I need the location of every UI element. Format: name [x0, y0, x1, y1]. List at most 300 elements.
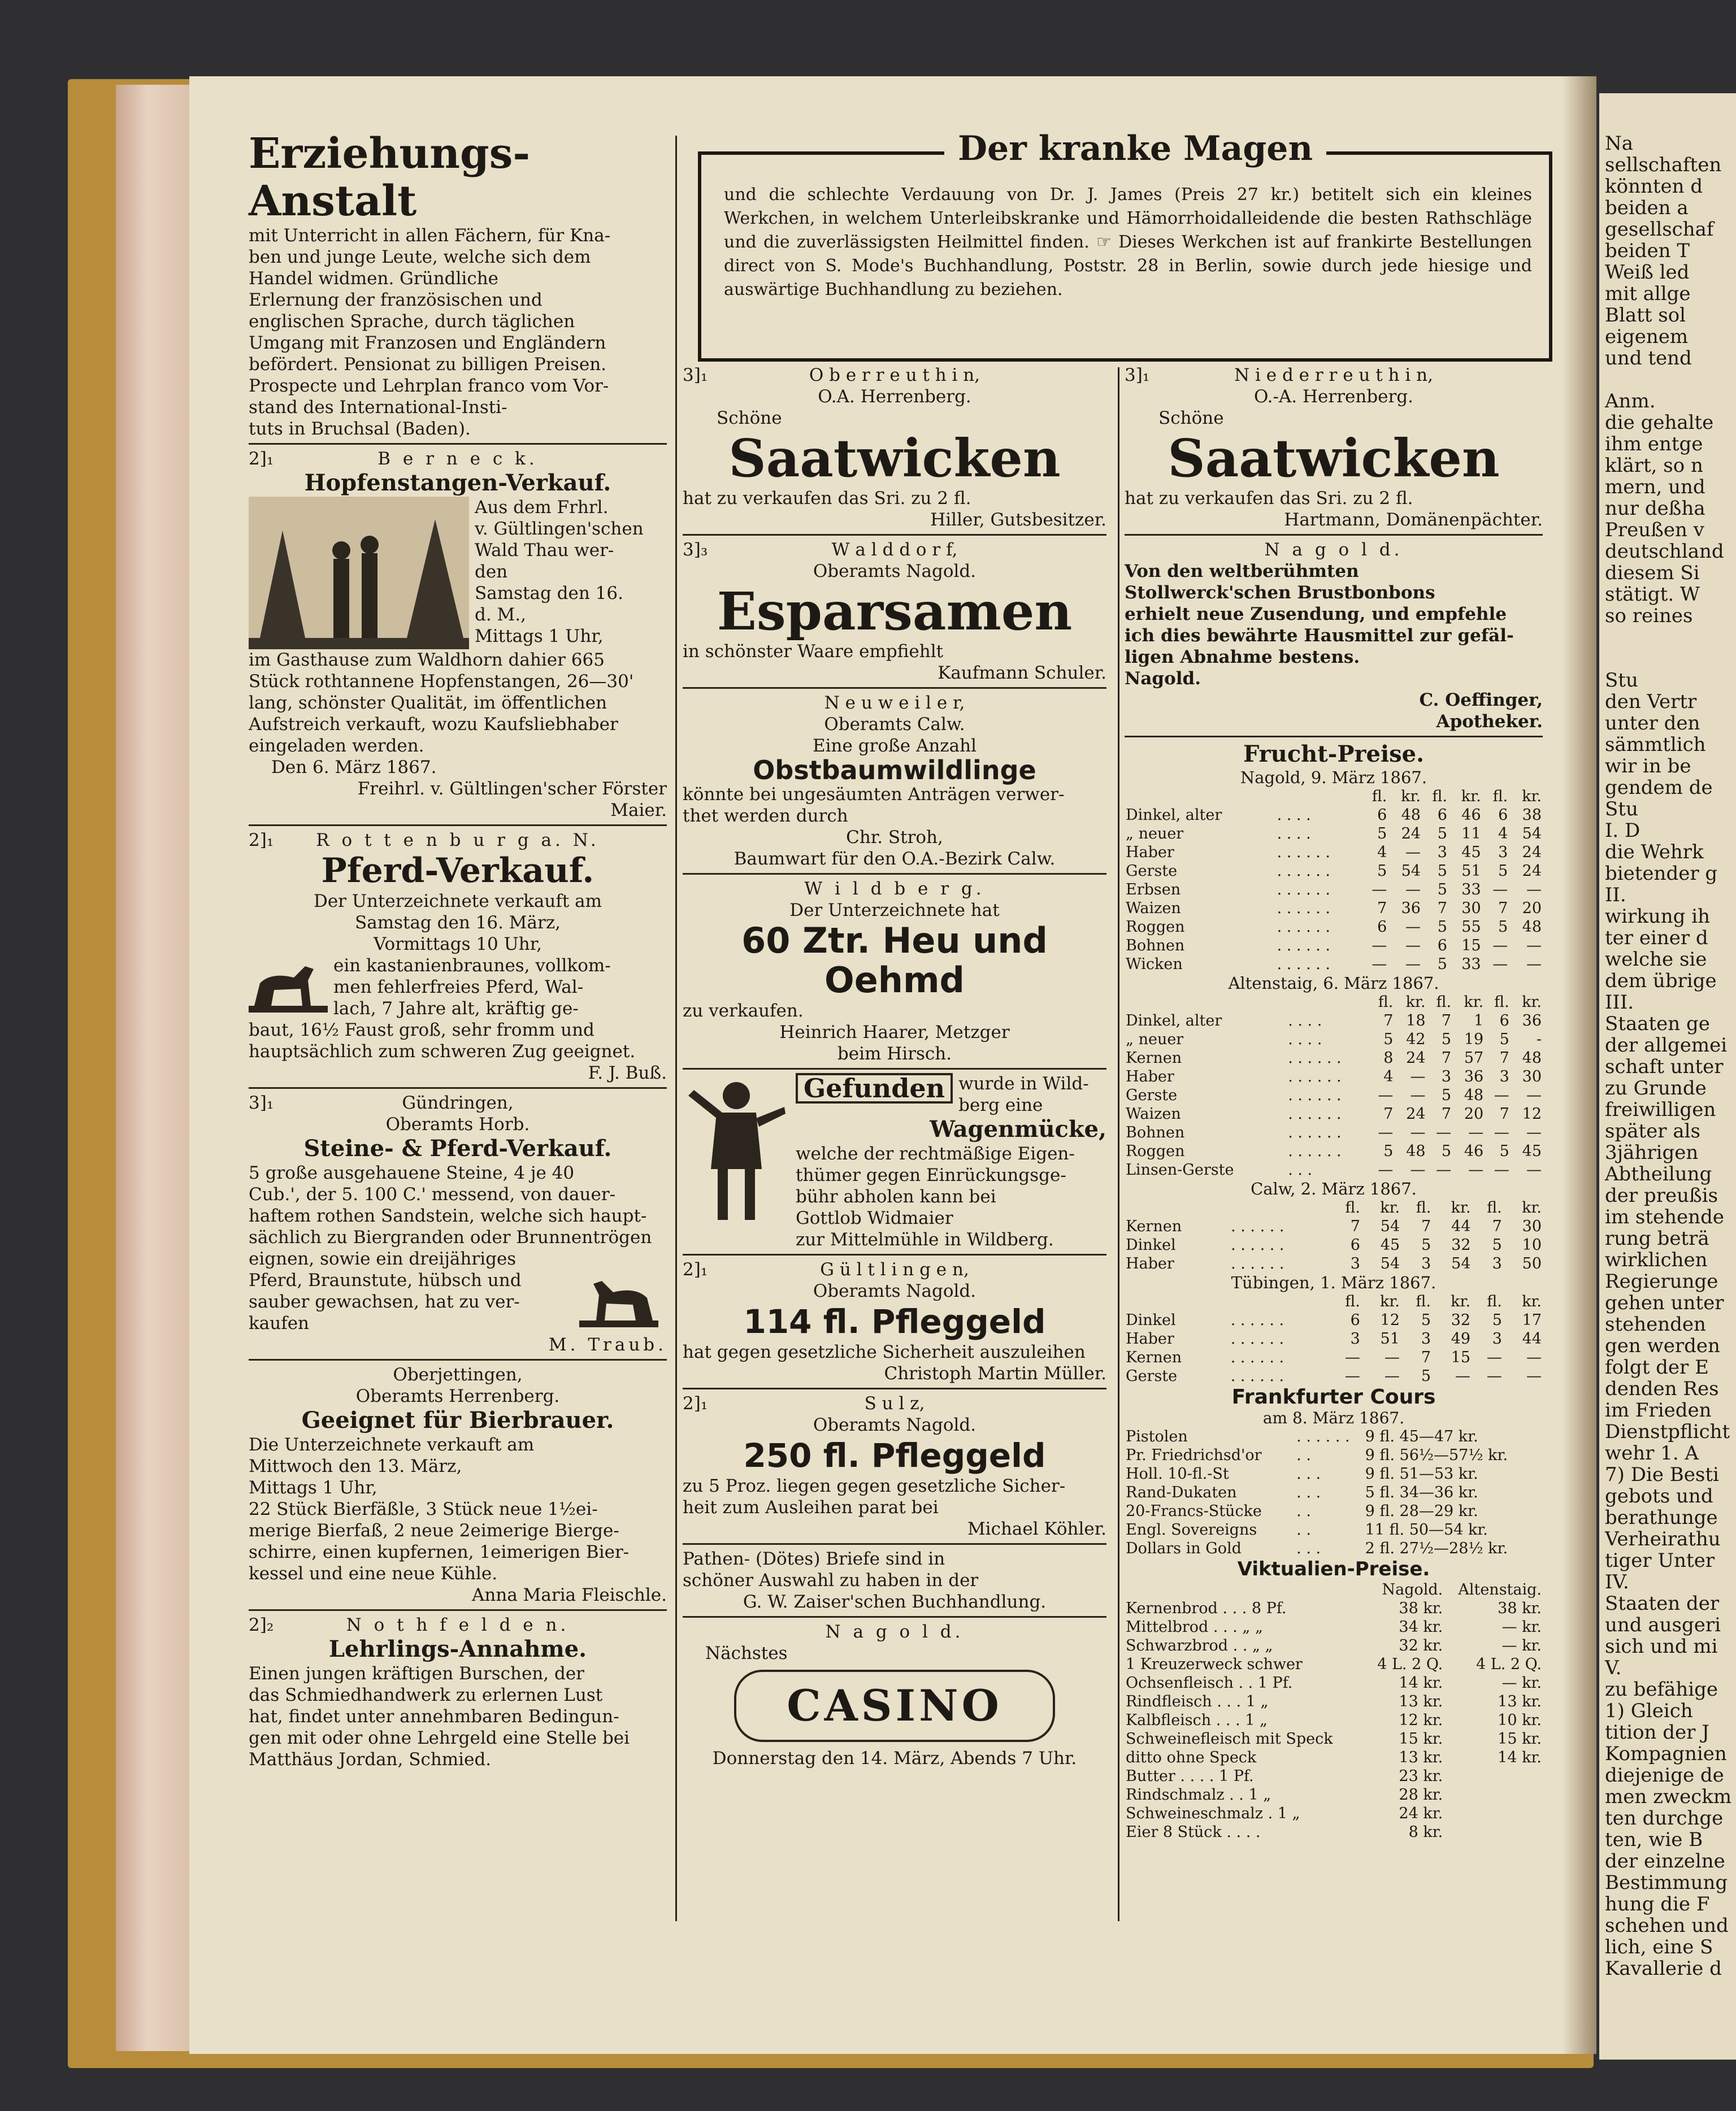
casino-banner: CASINO	[734, 1670, 1055, 1742]
ad-gueltlingen	[683, 1259, 1106, 1384]
item: 1 Kreuzerweck schwer	[1126, 1656, 1303, 1673]
right-page-line: Stu	[1605, 669, 1638, 692]
table-row	[1125, 1254, 1543, 1273]
place	[683, 1393, 1106, 1436]
leader-dots: . . . . . .	[1277, 862, 1330, 880]
text-line: gen mit oder ohne Lehrgeld eine Stelle bei	[249, 1728, 630, 1748]
commodity: Bohnen	[1126, 937, 1185, 954]
side-text	[475, 497, 667, 649]
text-line: Oberamts Calw.	[824, 714, 965, 735]
right-page-line: denden Res	[1605, 1378, 1719, 1400]
price-cell: 11	[1461, 825, 1481, 842]
table-row	[1125, 1311, 1543, 1330]
right-page-line: gendem de	[1605, 776, 1713, 799]
table-row	[1125, 918, 1543, 936]
place	[683, 364, 1106, 407]
price-cell: 54	[1451, 1255, 1471, 1272]
right-page-line: Dienstpflicht	[1605, 1421, 1730, 1443]
table-row	[1125, 1067, 1543, 1086]
unit-label: fl.	[1432, 788, 1447, 805]
price-cell: 7	[1498, 900, 1508, 917]
price-cell: 7	[1350, 1218, 1360, 1235]
rate: 5 fl. 34—36 kr.	[1365, 1484, 1478, 1501]
text-line: Stück rothtannene Hopfenstangen, 26—30'	[249, 671, 634, 692]
ad-berneck	[249, 448, 667, 821]
price-cell: 18	[1406, 1012, 1426, 1030]
price-cell: —	[1344, 1367, 1360, 1385]
text-line: Gottlob Widmaier	[796, 1208, 953, 1228]
leader-dots: . . . . . .	[1277, 844, 1330, 861]
price-cell: —	[1526, 1349, 1542, 1366]
body-text-2	[249, 1019, 667, 1062]
text-line: haftem rothen Sandstein, welche sich haupt-	[249, 1206, 647, 1226]
right-page-line: ten, wie B	[1605, 1828, 1703, 1851]
price-cell: 19	[1464, 1031, 1484, 1048]
price-cell: 5	[1492, 1311, 1502, 1329]
commodity: Dinkel, alter	[1126, 806, 1222, 824]
commodity: Kernen	[1126, 1049, 1182, 1067]
headline: Saatwicken	[728, 428, 1061, 489]
headline: Esparsamen	[717, 581, 1073, 642]
leader-dots: . . . . . .	[1277, 918, 1330, 936]
price-cell: 20	[1464, 1105, 1484, 1123]
right-page-line: Staaten ge	[1605, 1013, 1710, 1035]
commodity: „ neuer	[1126, 825, 1184, 842]
price-cell: 32	[1451, 1311, 1471, 1329]
text-line: Handel widmen. Gründliche	[249, 268, 499, 289]
price-cell: 6	[1377, 918, 1387, 936]
right-page-line: mit allge	[1605, 283, 1691, 305]
commodity: Roggen	[1126, 918, 1185, 936]
text-line: berg eine	[958, 1095, 1043, 1115]
right-page-line: freiwilligen	[1605, 1098, 1716, 1121]
rule	[249, 1609, 667, 1611]
table-row	[1125, 1142, 1543, 1161]
price-cell: 55	[1461, 918, 1481, 936]
price-cell: —	[1526, 937, 1542, 954]
price-cell: 13 kr.	[1399, 1693, 1443, 1710]
body-text: Donnerstag den 14. März, Abends 7 Uhr.	[712, 1748, 1077, 1769]
text-line: thümer gegen Einrückungsge-	[796, 1165, 1066, 1185]
unit-label: kr.	[1451, 1293, 1471, 1310]
price-cell: —	[1405, 918, 1421, 936]
right-page-line: Bestimmung	[1605, 1871, 1728, 1894]
viktualien-table	[1125, 1580, 1543, 1841]
right-page-line: unter den	[1605, 712, 1700, 735]
right-page-line: gebots und	[1605, 1485, 1713, 1508]
text-line: Wald Thau wer-	[475, 540, 614, 561]
price-cell: —	[1494, 1087, 1509, 1104]
price-cell: 5	[1437, 918, 1447, 936]
pre-text: Der Unterzeichnete hat	[789, 900, 1000, 920]
body-text	[249, 1434, 667, 1584]
unit-label: fl.	[1492, 788, 1508, 805]
table-row	[1125, 1011, 1543, 1030]
table-row	[1125, 1539, 1543, 1558]
price-cell: 24	[1522, 844, 1542, 861]
unit-label: kr.	[1522, 1199, 1542, 1217]
price-cell: 49	[1451, 1330, 1471, 1348]
table-row	[1125, 1767, 1543, 1786]
table-row	[1125, 936, 1543, 955]
price-cell: 6	[1437, 937, 1447, 954]
price-cell: 48	[1401, 806, 1421, 824]
viktualien-preise	[1125, 1558, 1543, 1841]
price-cell: —	[1492, 937, 1508, 954]
unit-label: fl.	[1372, 788, 1387, 805]
price-cell: 45	[1461, 844, 1481, 861]
commodity: Gerste	[1126, 1087, 1178, 1104]
right-page-line: im stehende	[1605, 1206, 1724, 1228]
commodity: Bohnen	[1126, 1124, 1185, 1141]
text-line: ben und junge Leute, welche sich dem	[249, 247, 591, 267]
price-cell: —	[1494, 1124, 1509, 1141]
price-cell: —	[1384, 1349, 1400, 1366]
leader-dots: . . . . . .	[1277, 955, 1330, 973]
right-page-fragment	[1599, 93, 1736, 2060]
man-with-sign-icon	[683, 1073, 790, 1226]
right-page-line: so reines	[1605, 605, 1693, 627]
right-page-line: Anm.	[1605, 390, 1656, 412]
commodity: Linsen-Gerste	[1126, 1161, 1234, 1179]
signature	[683, 1022, 1106, 1065]
leader-dots: . . . . . .	[1231, 1255, 1284, 1272]
units-row	[1125, 1292, 1543, 1311]
text-line: bühr abholen kann bei	[796, 1187, 996, 1207]
leader-dots: . .	[1296, 1521, 1311, 1539]
text-line: schirre, einen kupfernen, 1eimerigen Bier-	[249, 1542, 630, 1562]
ad-casino	[683, 1621, 1106, 1769]
text-line: Maier.	[610, 800, 667, 820]
text-line: Oberamts Nagold.	[813, 1415, 976, 1435]
text-line: welche der rechtmäßige Eigen-	[796, 1144, 1075, 1164]
price-cell: 15 kr.	[1399, 1730, 1443, 1748]
leader-dots: . . .	[1288, 1161, 1313, 1179]
table-row	[1125, 1236, 1543, 1254]
ad-sulz	[683, 1393, 1106, 1540]
price-cell: —	[1526, 881, 1542, 898]
table-row	[1125, 1599, 1543, 1618]
unit-label: fl.	[1487, 1199, 1502, 1217]
right-page-line: der einzelne	[1605, 1850, 1725, 1873]
erziehungs-text	[249, 225, 667, 440]
price-cell: —	[1378, 1087, 1394, 1104]
price-cell: 5	[1377, 862, 1387, 880]
text-line: Oberamts Horb.	[385, 1114, 530, 1135]
place: N a g o l d.	[1264, 540, 1403, 560]
right-page-line: mern, und	[1605, 476, 1705, 498]
unit-label: fl.	[1416, 1293, 1431, 1310]
market-table	[1125, 787, 1543, 974]
text-line: 60 Ztr. Heu und	[741, 920, 1048, 961]
price-cell: 38 kr.	[1498, 1600, 1542, 1617]
item: ditto ohne Speck	[1126, 1749, 1257, 1766]
unit-label: fl.	[1494, 993, 1509, 1011]
price-cell: 57	[1464, 1049, 1484, 1067]
ad-gefunden	[683, 1073, 1106, 1250]
text-line: Pferd, Braunstute, hübsch und	[249, 1270, 522, 1291]
price-cell: 48	[1464, 1087, 1484, 1104]
right-page-line: folgt der E	[1605, 1356, 1709, 1379]
text-line: Nagold.	[1125, 668, 1201, 689]
text-line: hat, findet unter annehmbaren Bedingun-	[249, 1706, 619, 1727]
box-text: und die schlechte Verdauung von Dr. J. James (Preis 27 kr.) betitelt sich ein kleines Werkchen, in welchem Unterleibskranke und Hämorrhoidalleidende die besten Rathschläge und die zuverlässigsten Heilmittel finden. ☞ Dieses Werkchen ist auf frankirte Bestellungen direct von S. Mode's Buchhandlung, Poststr. 28 in Berlin, sowie durch jede hiesige und auswärtige Buchhandlung zu beziehen.	[724, 185, 1532, 299]
coin: Holl. 10-fl.-St	[1126, 1465, 1229, 1483]
text-line: schöner Auswahl zu haben in der	[683, 1570, 979, 1591]
table-row	[1125, 1030, 1543, 1049]
text-line: merige Bierfaß, 2 neue 2eimerige Bierge-	[249, 1521, 619, 1541]
price-cell: 5	[1421, 1367, 1431, 1385]
price-cell: 54	[1401, 862, 1421, 880]
leader-dots: . . . . . .	[1288, 1105, 1342, 1123]
cours-title: Frankfurter Cours	[1231, 1385, 1436, 1409]
text-line: Heinrich Haarer, Metzger	[779, 1022, 1010, 1043]
text-line: den	[475, 562, 508, 582]
leader-dots: . . . . . .	[1230, 1311, 1284, 1329]
text-line: 5 große ausgehauene Steine, 4 je 40	[249, 1163, 575, 1183]
ad-guendringen	[249, 1092, 667, 1356]
price-cell: 10	[1522, 1236, 1542, 1254]
price-cell: 3	[1499, 1068, 1509, 1085]
price-cell: 7	[1499, 1105, 1509, 1123]
cours-table	[1125, 1427, 1543, 1558]
place	[683, 692, 1106, 735]
item: Schweineschmalz . 1 „	[1126, 1805, 1300, 1822]
price-cell: 45	[1380, 1236, 1400, 1254]
body-text: hat zu verkaufen das Sri. zu 2 fl.	[1125, 488, 1413, 509]
right-page-line: zu befähige	[1605, 1678, 1718, 1701]
side-text	[249, 1270, 565, 1334]
text-line: Oberamts Nagold.	[813, 1281, 976, 1301]
right-page-line: klärt, so n	[1605, 454, 1703, 477]
unit-label: kr.	[1461, 788, 1481, 805]
column-header: Altenstaig.	[1458, 1581, 1542, 1599]
price-cell: 5	[1437, 955, 1447, 973]
price-cell: 54	[1522, 825, 1542, 842]
price-cell: 24	[1522, 862, 1542, 880]
price-cell: —	[1372, 937, 1387, 954]
text-line: Umgang mit Franzosen und Engländern	[249, 333, 606, 353]
coin: Pr. Friedrichsd'or	[1126, 1447, 1262, 1464]
text-line: Oehmd	[824, 959, 965, 1001]
commodity: Haber	[1126, 1330, 1174, 1348]
price-cell: —	[1486, 1367, 1502, 1385]
price-cell: 3	[1437, 844, 1447, 861]
table-row	[1125, 899, 1543, 918]
item: Mittelbrod . . . „ „	[1126, 1618, 1263, 1636]
page-edges	[116, 85, 195, 2051]
ad-number: 2]₁	[683, 1393, 708, 1414]
right-page-line: bietender g	[1605, 862, 1718, 885]
text-line: zu 5 Proz. liegen gegen gesetzliche Sicher-	[683, 1476, 1066, 1496]
table-row	[1125, 1367, 1543, 1385]
table-row	[1125, 1748, 1543, 1767]
price-cell: 33	[1461, 955, 1481, 973]
body-text	[683, 1475, 1106, 1518]
right-page-line: ten durchge	[1605, 1807, 1724, 1830]
text-line: Mittags 1 Uhr,	[249, 1478, 377, 1498]
price-cell: 5	[1499, 1143, 1509, 1160]
table-row	[1125, 1618, 1543, 1636]
text-line: N e u w e i l e r,	[824, 693, 965, 713]
unit-label: fl.	[1378, 993, 1394, 1011]
unit-label: kr.	[1380, 1293, 1400, 1310]
text-line: beim Hirsch.	[837, 1044, 952, 1064]
rule	[249, 443, 667, 445]
rate: 11 fl. 50—54 kr.	[1365, 1521, 1488, 1539]
text-line: ich dies bewährte Hausmittel zur gefäl-	[1125, 626, 1514, 646]
place	[249, 1092, 667, 1135]
rate: 9 fl. 56½—57½ kr.	[1365, 1447, 1508, 1464]
column-3	[1125, 364, 1543, 1841]
units-row	[1125, 993, 1543, 1011]
signature: M. Traub.	[548, 1335, 667, 1355]
table-row	[1125, 1105, 1543, 1123]
ad-neuweiler	[683, 692, 1106, 870]
table-row	[1125, 1786, 1543, 1804]
right-page-line: schaft unter	[1605, 1056, 1724, 1078]
right-page-line: diesem Si	[1605, 562, 1700, 584]
body-text	[796, 1143, 1106, 1250]
right-page-line: II.	[1605, 884, 1626, 906]
price-cell: 5	[1492, 1236, 1502, 1254]
unit-label: kr.	[1464, 993, 1484, 1011]
erziehungs-title: Erziehungs-Anstalt	[249, 129, 531, 225]
price-cell: 30	[1522, 1218, 1542, 1235]
price-cell: 7	[1499, 1049, 1509, 1067]
price-cell: 50	[1522, 1255, 1542, 1272]
right-page-line: lich, eine S	[1605, 1936, 1713, 1958]
right-page-line: im Frieden	[1605, 1399, 1712, 1422]
units-row	[1125, 787, 1543, 806]
place	[249, 1364, 667, 1407]
text-line: zur Mittelmühle in Wildberg.	[796, 1230, 1054, 1250]
pre-text: Nächstes	[705, 1643, 788, 1663]
table-row	[1125, 1049, 1543, 1067]
price-cell: 6	[1350, 1311, 1360, 1329]
price-cell: 12 kr.	[1399, 1712, 1443, 1729]
text-line: kaufen	[249, 1313, 310, 1334]
right-page-line: dem übrige	[1605, 970, 1717, 992]
text-line: mit Unterricht in allen Fächern, für Kna-	[249, 225, 611, 246]
right-page-line: gesellschaf	[1605, 218, 1714, 241]
price-cell: 7	[1437, 900, 1447, 917]
price-cell: 36	[1522, 1012, 1542, 1030]
price-cell: 8 kr.	[1408, 1823, 1443, 1841]
box-title: Der kranke Magen	[944, 129, 1326, 168]
text-line: W a l d d o r f,	[831, 540, 958, 560]
text-line: Apotheker.	[1436, 711, 1543, 732]
leader-dots: . . . . . .	[1277, 881, 1330, 898]
leader-dots: . . . .	[1288, 1031, 1322, 1048]
ad-oberjettingen	[249, 1364, 667, 1606]
text-line: könnte bei ungesäumten Anträgen verwer-	[683, 784, 1065, 805]
price-cell: 36	[1401, 900, 1421, 917]
price-cell: 7	[1421, 1218, 1431, 1235]
right-page-line: und tend	[1605, 347, 1692, 370]
leader-dots: . . .	[1296, 1540, 1321, 1557]
price-cell: 24	[1406, 1049, 1426, 1067]
price-cell: 7	[1492, 1218, 1502, 1235]
date: Den 6. März 1867.	[271, 757, 437, 777]
body-text	[249, 891, 667, 955]
price-cell: 24	[1401, 825, 1421, 842]
rate: 9 fl. 51—53 kr.	[1365, 1465, 1478, 1483]
column-1	[249, 130, 667, 1770]
coin: Rand-Dukaten	[1126, 1484, 1237, 1501]
price-cell: — kr.	[1501, 1637, 1542, 1654]
text-line: Stollwerck'schen Brustbonbons	[1125, 583, 1435, 603]
table-row	[1125, 1692, 1543, 1711]
text-line: O.-A. Herrenberg.	[1253, 386, 1414, 407]
text-line: Chr. Stroh,	[846, 827, 943, 848]
ad-walddorf	[683, 539, 1106, 684]
price-cell: —	[1455, 1367, 1471, 1385]
right-page-line: deutschland	[1605, 540, 1724, 563]
text-line: englischen Sprache, durch täglichen	[249, 311, 575, 332]
text-line: Der Unterzeichnete verkauft am	[313, 891, 602, 911]
leader-dots: . . .	[1296, 1465, 1321, 1483]
body-text: in schönster Waare empfiehlt	[683, 641, 944, 662]
signature: Anna Maria Fleischle.	[472, 1585, 667, 1605]
price-cell: 5	[1437, 862, 1447, 880]
text-line: O b e r r e u t h i n,	[809, 365, 980, 385]
price-cell: 5	[1437, 825, 1447, 842]
table-row	[1125, 806, 1543, 824]
right-page-line: wirkung ih	[1605, 905, 1710, 928]
price-cell: 14 kr.	[1399, 1674, 1443, 1692]
price-cell: 4	[1377, 844, 1387, 861]
price-cell: —	[1405, 937, 1421, 954]
unit-label: kr.	[1451, 1199, 1471, 1217]
price-cell: —	[1468, 1124, 1484, 1141]
rate: 2 fl. 27½—28½ kr.	[1365, 1540, 1508, 1557]
unit-label: fl.	[1345, 1293, 1360, 1310]
column-header: Nagold.	[1382, 1581, 1443, 1599]
price-cell: —	[1492, 955, 1508, 973]
right-page-line: tiger Unter	[1605, 1549, 1715, 1572]
rule	[683, 687, 1106, 689]
commodity: Kernen	[1126, 1218, 1182, 1235]
price-cell: 54	[1380, 1255, 1400, 1272]
pre-text: Schöne	[717, 408, 782, 428]
price-cell: 8	[1383, 1049, 1394, 1067]
right-page-line: und ausgeri	[1605, 1614, 1721, 1636]
price-cell: —	[1526, 1124, 1542, 1141]
leader-dots: . . . .	[1277, 806, 1311, 824]
market-name: Nagold, 9. März 1867.	[1240, 768, 1427, 787]
right-page-line: V.	[1605, 1657, 1622, 1679]
item: Kalbfleisch . . . 1 „	[1126, 1712, 1268, 1729]
headline: Pferd-Verkauf.	[321, 851, 594, 891]
forest-illustration-icon	[249, 497, 469, 649]
text-line: Samstag den 16.	[475, 583, 623, 603]
text-line: tuts in Bruchsal (Baden).	[249, 419, 471, 439]
table-row	[1125, 1636, 1543, 1655]
header-row	[1125, 1580, 1543, 1599]
table-row	[1125, 824, 1543, 843]
signature: Kaufmann Schuler.	[938, 663, 1106, 683]
commodity: Dinkel	[1126, 1236, 1176, 1254]
commodity: Gerste	[1126, 1367, 1178, 1385]
unit-label: fl.	[1487, 1293, 1502, 1310]
leader-dots: . .	[1296, 1447, 1311, 1464]
price-cell: 6	[1499, 1012, 1509, 1030]
right-page-line: wehr 1. A	[1605, 1442, 1699, 1465]
unit-label: kr.	[1401, 788, 1421, 805]
right-page-line: Staaten der	[1605, 1592, 1720, 1615]
body-text	[683, 1548, 1106, 1591]
